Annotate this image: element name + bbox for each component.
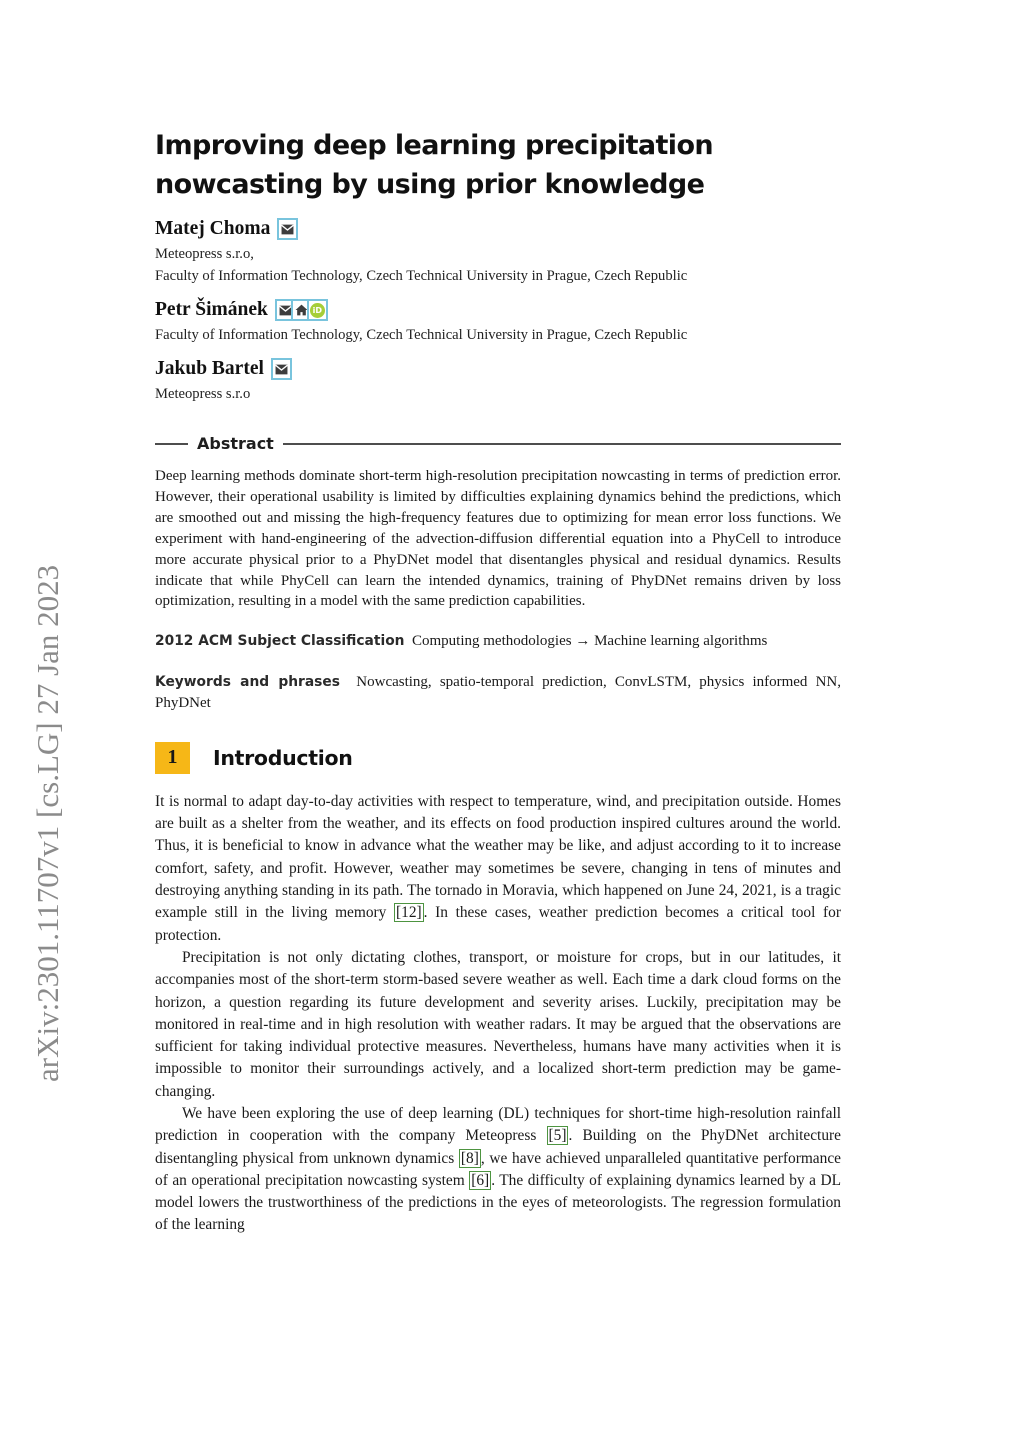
keywords-value: Nowcasting, spatio-temporal prediction, ConvLSTM, physics informed NN, PhyDNet: [155, 673, 841, 712]
email-icon[interactable]: [271, 358, 292, 380]
intro-paragraph-3: [155, 1103, 841, 1237]
author-name: Matej Choma: [155, 218, 271, 239]
paragraph-text: , we have achieved unparalleled quantitative performance of an operational precipitation nowcasting system: [155, 1149, 841, 1189]
paragraph-text: We have been exploring the use of deep learning (DL) techniques for short-time high-resolution rainfall prediction in cooperation with the company Meteopress: [155, 1105, 841, 1145]
section-title: Introduction: [213, 745, 353, 770]
keywords: [155, 672, 841, 715]
abstract-label: Abstract: [197, 434, 274, 453]
email-icon[interactable]: [277, 218, 298, 240]
affiliation-line: Faculty of Information Technology, Czech Technical University in Prague, Czech Republic: [155, 268, 688, 284]
author-affiliations: [155, 383, 841, 405]
intro-paragraph-1: [155, 791, 841, 947]
intro-paragraph-2: [155, 947, 841, 1103]
affiliation-line: Meteopress s.r.o: [155, 386, 251, 402]
affiliation-line: Meteopress s.r.o,: [155, 246, 254, 262]
author-block: [155, 218, 841, 405]
author-name: Jakub Bartel: [155, 358, 264, 379]
acm-classification: [155, 631, 841, 653]
orcid-icon[interactable]: iD: [307, 299, 328, 321]
author-affiliations: [155, 324, 841, 346]
author-name: Petr Šimánek: [155, 299, 268, 320]
keywords-label: Keywords and phrases: [155, 673, 340, 690]
citation-6[interactable]: [6]: [471, 1171, 490, 1189]
abstract-text: Deep learning methods dominate short-term high-resolution precipitation nowcasting in terms of prediction error. However, their operational usability is limited by difficulties explaining dynamics behind the predictions, which are smoothed out and missing the high-frequency features due to optimizing for mean error loss functions. We experiment with hand-engineering of the advection-diffusion differential equation into a PhyCell to introduce more accurate physical prior to a PhyDNet model that disentangles physical and residual dynamics. Results indicate that while PhyCell can learn the intended dynamics, training of PhyDNet remains driven by loss optimization, resulting in a model with the same prediction capabilities.: [155, 468, 841, 610]
citation-5[interactable]: [5]: [548, 1127, 567, 1145]
author-matej-choma: [155, 218, 841, 287]
paragraph-text: It is normal to adapt day-to-day activities with respect to temperature, wind, and precipitation outside. Homes are built as a shelter from the weather, and its effects on food production inspired cultures around the world. Thus, it is beneficial to know in advance what the weather may be like, and adjust according to it to increase comfort, safety, and profit. However, weather may sometimes be severe, changing in tens of minutes and destroying anything standing in its path. The tornado in Moravia, which happened on June 24, 2021, is a tragic example still in the living memory: [155, 792, 841, 922]
author-jakub-bartel: [155, 358, 841, 405]
paper-title: Improving deep learning precipitation nowcasting by using prior knowledge: [155, 130, 714, 200]
arxiv-watermark: arXiv:2301.11707v1 [cs.LG] 27 Jan 2023: [30, 564, 65, 1082]
abstract-rule-right: [283, 443, 841, 445]
author-affiliations: [155, 243, 841, 287]
paragraph-text: . Building on the PhyDNet architecture disentangling physical from unknown dynamics: [155, 1127, 841, 1167]
citation-12[interactable]: [12]: [396, 904, 422, 922]
section-1-heading: [155, 742, 841, 774]
paper-page: [155, 126, 841, 1237]
acm-classification-label: 2012 ACM Subject Classification: [155, 633, 405, 650]
acm-classification-value: Computing methodologies → Machine learning algorithms: [412, 633, 768, 650]
abstract-heading: [155, 434, 841, 453]
paragraph-text: . In these cases, weather prediction becomes a critical tool for protection.: [155, 904, 841, 944]
citation-8[interactable]: [8]: [460, 1149, 479, 1167]
paragraph-text: Precipitation is not only dictating clothes, transport, or moisture for crops, but in our latitudes, it accompanies most of the short-term storm-based severe weather as well. Each time a dark cloud forms on the horizon, a question regarding its future development and severity arises. Luckily, precipitation may be monitored in real-time and in high resolution with weather radars. It may be argued that the observations are sufficient for taking individual protective measures. Nevertheless, humans have many activities when it is impossible to monitor their surroundings actively, and a localized short-term prediction may be game-changing.: [155, 948, 841, 1100]
affiliation-line: Faculty of Information Technology, Czech Technical University in Prague, Czech Republic: [155, 327, 688, 343]
paragraph-text: . The difficulty of explaining dynamics learned by a DL model lowers the trustworthiness of the predictions in the eyes of meteorologists. The regression formulation of the learning: [155, 1171, 841, 1234]
author-petr-simanek: [155, 299, 841, 346]
abstract-rule-left: [155, 443, 188, 445]
section-number-box: 1: [155, 742, 190, 774]
